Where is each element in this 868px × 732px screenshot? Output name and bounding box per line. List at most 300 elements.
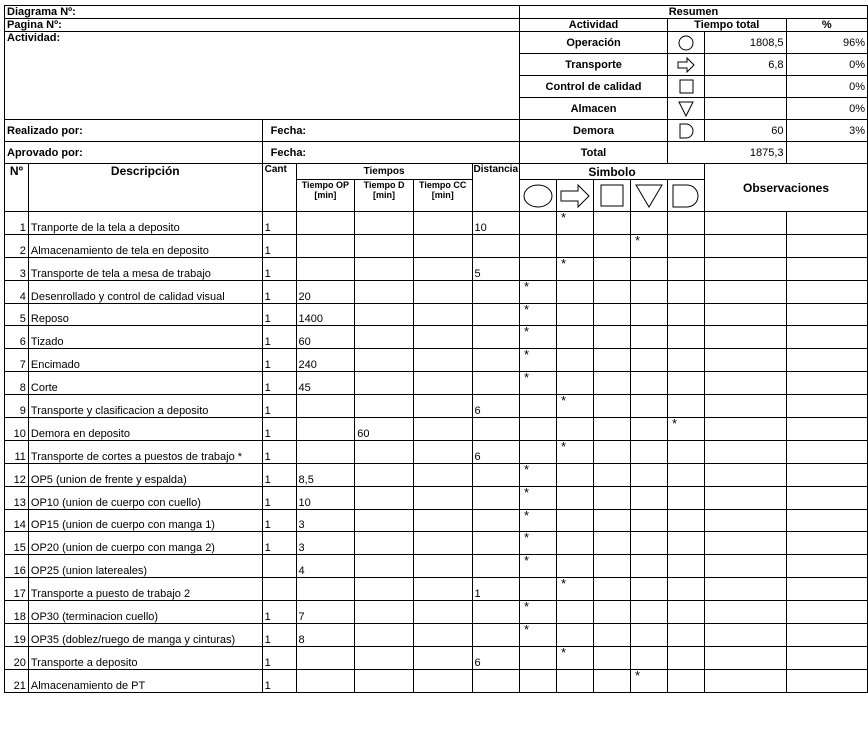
row-symbol-cell — [594, 463, 631, 486]
row-number: 14 — [5, 509, 29, 532]
row-time-op — [296, 440, 355, 463]
row-time-d — [355, 303, 414, 326]
row-observation — [705, 234, 787, 257]
row-distance — [472, 509, 519, 532]
row-time-op: 45 — [296, 372, 355, 395]
row-time-d — [355, 578, 414, 601]
row-quantity: 1 — [262, 212, 296, 235]
row-symbol-cell — [594, 578, 631, 601]
row-symbol-cell — [668, 440, 705, 463]
summary-symbol-cell — [668, 32, 705, 54]
row-time-op: 20 — [296, 280, 355, 303]
table-row — [5, 372, 868, 395]
symbol-marker: * — [561, 577, 567, 592]
col-description: Descripción — [28, 164, 262, 212]
summary-symbol-cell — [668, 54, 705, 76]
triangle-down-icon — [670, 101, 702, 117]
table-row — [5, 555, 868, 578]
row-number: 18 — [5, 601, 29, 624]
row-time-d — [355, 669, 414, 692]
row-time-op — [296, 257, 355, 280]
row-time-cc — [413, 440, 472, 463]
row-time-cc — [413, 601, 472, 624]
row-symbol-cell — [557, 509, 594, 532]
row-number: 15 — [5, 532, 29, 555]
row-symbol-cell — [668, 418, 705, 441]
row-time-d — [355, 646, 414, 669]
table-row — [5, 624, 868, 647]
summary-time-storage — [705, 98, 787, 120]
row-description: Tizado — [28, 326, 262, 349]
table-row — [5, 234, 868, 257]
row-description: Almacenamiento de tela en deposito — [28, 234, 262, 257]
row-symbol-cell — [520, 212, 557, 235]
row-symbol-cell — [668, 486, 705, 509]
symbol-marker: * — [524, 600, 530, 615]
row-number: 19 — [5, 624, 29, 647]
row-time-cc — [413, 418, 472, 441]
row-distance — [472, 418, 519, 441]
row-observation — [705, 669, 787, 692]
row-symbol-cell — [557, 280, 594, 303]
row-time-cc — [413, 624, 472, 647]
row-distance — [472, 372, 519, 395]
row-observation — [705, 212, 787, 235]
row-time-cc — [413, 280, 472, 303]
row-number: 4 — [5, 280, 29, 303]
row-time-op — [296, 669, 355, 692]
col-time-d: Tiempo D [min] — [355, 180, 414, 212]
page-number-label: Pagina Nº: — [5, 19, 520, 32]
row-symbol-cell — [520, 578, 557, 601]
row-number: 13 — [5, 486, 29, 509]
row-distance: 6 — [472, 440, 519, 463]
row-distance — [472, 326, 519, 349]
row-distance — [472, 463, 519, 486]
row-observation — [705, 578, 787, 601]
row-time-d — [355, 349, 414, 372]
row-description: Demora en deposito — [28, 418, 262, 441]
row-time-d — [355, 601, 414, 624]
row-symbol-cell — [520, 440, 557, 463]
row-symbol-cell — [557, 532, 594, 555]
row-description: Transporte a puesto de trabajo 2 — [28, 578, 262, 601]
row-observation — [705, 372, 787, 395]
row-symbol-cell — [594, 280, 631, 303]
row-observation-extra — [786, 440, 867, 463]
row-symbol-cell — [631, 624, 668, 647]
row-distance: 6 — [472, 395, 519, 418]
row-quantity: 1 — [262, 646, 296, 669]
row-symbol-cell — [520, 669, 557, 692]
row-symbol-cell — [668, 234, 705, 257]
row-number: 12 — [5, 463, 29, 486]
row-symbol-cell — [520, 372, 557, 395]
symbol-marker: * — [524, 623, 530, 638]
col-observations: Observaciones — [705, 164, 868, 212]
row-time-d — [355, 555, 414, 578]
row-distance: 5 — [472, 257, 519, 280]
row-description: Tranporte de la tela a deposito — [28, 212, 262, 235]
row-symbol-cell — [631, 418, 668, 441]
row-symbol-cell — [631, 440, 668, 463]
row-symbol-cell — [594, 257, 631, 280]
row-symbol-cell — [594, 440, 631, 463]
row-symbol-cell — [631, 395, 668, 418]
row-symbol-cell — [631, 532, 668, 555]
row-quantity: 1 — [262, 624, 296, 647]
row-quantity: 1 — [262, 532, 296, 555]
row-description: Desenrollado y control de calidad visual — [28, 280, 262, 303]
row-symbol-cell — [631, 326, 668, 349]
row-observation — [705, 395, 787, 418]
summary-title: Resumen — [520, 6, 868, 19]
symbol-marker: * — [635, 669, 641, 683]
symbol-header-storage — [631, 180, 668, 212]
row-distance: 1 — [472, 578, 519, 601]
row-observation-extra — [786, 280, 867, 303]
row-number: 9 — [5, 395, 29, 418]
row-time-cc — [413, 303, 472, 326]
col-number: Nº — [5, 164, 29, 212]
row-symbol-cell — [594, 234, 631, 257]
row-time-d — [355, 486, 414, 509]
summary-symbol-cell — [668, 98, 705, 120]
row-symbol-cell — [594, 418, 631, 441]
row-symbol-cell — [520, 463, 557, 486]
row-symbol-cell — [668, 555, 705, 578]
row-observation-extra — [786, 669, 867, 692]
table-row — [5, 257, 868, 280]
row-quantity: 1 — [262, 395, 296, 418]
symbol-marker: * — [524, 325, 530, 340]
row-symbol-cell — [631, 280, 668, 303]
row-time-op: 240 — [296, 349, 355, 372]
row-time-op: 8 — [296, 624, 355, 647]
table-row — [5, 280, 868, 303]
row-symbol-cell — [594, 349, 631, 372]
table-row — [5, 395, 868, 418]
row-symbol-cell — [668, 326, 705, 349]
row-symbol-cell — [594, 326, 631, 349]
summary-col-percent: % — [786, 19, 867, 32]
row-observation-extra — [786, 555, 867, 578]
table-row — [5, 212, 868, 235]
row-time-d — [355, 280, 414, 303]
row-symbol-cell — [594, 624, 631, 647]
col-time-cc: Tiempo CC [min] — [413, 180, 472, 212]
row-symbol-cell — [594, 669, 631, 692]
row-symbol-cell — [631, 463, 668, 486]
table-row — [5, 601, 868, 624]
row-observation — [705, 257, 787, 280]
row-observation-extra — [786, 463, 867, 486]
row-time-cc — [413, 509, 472, 532]
row-observation — [705, 349, 787, 372]
row-distance — [472, 349, 519, 372]
row-symbol-cell — [668, 601, 705, 624]
row-observation — [705, 326, 787, 349]
table-row — [5, 349, 868, 372]
row-quantity: 1 — [262, 418, 296, 441]
row-symbol-cell — [668, 509, 705, 532]
row-description: OP25 (union latereales) — [28, 555, 262, 578]
summary-percent-quality: 0% — [786, 76, 867, 98]
row-symbol-cell — [557, 372, 594, 395]
row-symbol-cell — [520, 349, 557, 372]
row-time-d — [355, 532, 414, 555]
row-symbol-cell — [557, 418, 594, 441]
symbol-marker: * — [561, 646, 567, 660]
summary-percent-storage: 0% — [786, 98, 867, 120]
triangle-down-icon — [633, 184, 665, 208]
summary-activity-delay: Demora — [520, 120, 668, 142]
row-observation-extra — [786, 395, 867, 418]
col-symbol: Simbolo — [520, 164, 705, 180]
diagram-number-label: Diagrama Nº: — [5, 6, 520, 19]
symbol-marker: * — [561, 440, 567, 454]
row-time-d — [355, 463, 414, 486]
row-time-cc — [413, 349, 472, 372]
row-quantity: 1 — [262, 509, 296, 532]
row-symbol-cell — [668, 349, 705, 372]
row-symbol-cell — [557, 555, 594, 578]
row-description: Transporte de tela a mesa de trabajo — [28, 257, 262, 280]
row-symbol-cell — [594, 555, 631, 578]
row-number: 11 — [5, 440, 29, 463]
row-description: OP35 (doblez/ruego de manga y cinturas) — [28, 624, 262, 647]
row-number: 7 — [5, 349, 29, 372]
summary-percent-delay: 3% — [786, 120, 867, 142]
row-symbol-cell — [631, 601, 668, 624]
table-row — [5, 509, 868, 532]
row-symbol-cell — [557, 440, 594, 463]
row-symbol-cell — [557, 601, 594, 624]
row-symbol-cell — [557, 646, 594, 669]
row-quantity: 1 — [262, 257, 296, 280]
row-symbol-cell — [631, 372, 668, 395]
row-quantity: 1 — [262, 280, 296, 303]
symbol-marker: * — [524, 486, 530, 500]
delay-d-icon — [670, 184, 702, 208]
row-symbol-cell — [668, 372, 705, 395]
row-quantity — [262, 578, 296, 601]
row-symbol-cell — [594, 532, 631, 555]
row-quantity: 1 — [262, 326, 296, 349]
row-number: 10 — [5, 418, 29, 441]
row-time-d — [355, 624, 414, 647]
symbol-marker: * — [561, 257, 567, 271]
row-symbol-cell — [668, 463, 705, 486]
summary-col-total-time: Tiempo total — [668, 19, 787, 32]
summary-activity-transport: Transporte — [520, 54, 668, 76]
row-time-cc — [413, 395, 472, 418]
symbol-marker: * — [672, 417, 678, 432]
row-symbol-cell — [631, 555, 668, 578]
row-symbol-cell — [557, 578, 594, 601]
done-by-label: Realizado por: — [5, 120, 263, 142]
row-distance: 6 — [472, 646, 519, 669]
row-distance — [472, 486, 519, 509]
row-quantity: 1 — [262, 303, 296, 326]
row-observation-extra — [786, 532, 867, 555]
row-symbol-cell — [594, 646, 631, 669]
row-symbol-cell — [594, 212, 631, 235]
row-time-op: 1400 — [296, 303, 355, 326]
summary-total-percent — [786, 142, 867, 164]
row-symbol-cell — [594, 509, 631, 532]
row-description: OP5 (union de frente y espalda) — [28, 463, 262, 486]
row-symbol-cell — [631, 669, 668, 692]
row-symbol-cell — [631, 349, 668, 372]
col-distance: Distancia — [472, 164, 519, 212]
row-time-op: 4 — [296, 555, 355, 578]
row-number: 21 — [5, 669, 29, 692]
row-observation — [705, 532, 787, 555]
row-symbol-cell — [594, 395, 631, 418]
row-time-d: 60 — [355, 418, 414, 441]
symbol-header-operation — [520, 180, 557, 212]
table-row — [5, 418, 868, 441]
table-row — [5, 486, 868, 509]
summary-time-operation: 1808,5 — [705, 32, 787, 54]
row-symbol-cell — [520, 418, 557, 441]
row-observation — [705, 486, 787, 509]
row-symbol-cell — [520, 326, 557, 349]
row-symbol-cell — [520, 486, 557, 509]
row-symbol-cell — [557, 486, 594, 509]
row-distance — [472, 234, 519, 257]
row-observation — [705, 624, 787, 647]
row-observation — [705, 555, 787, 578]
row-observation — [705, 601, 787, 624]
row-distance — [472, 532, 519, 555]
table-row — [5, 578, 868, 601]
row-symbol-cell — [668, 280, 705, 303]
row-distance — [472, 669, 519, 692]
symbol-marker: * — [524, 303, 530, 317]
table-row — [5, 646, 868, 669]
table-row — [5, 532, 868, 555]
row-time-d — [355, 440, 414, 463]
row-symbol-cell — [520, 257, 557, 280]
row-time-d — [355, 212, 414, 235]
process-chart-table — [4, 5, 868, 693]
row-symbol-cell — [594, 303, 631, 326]
row-time-cc — [413, 326, 472, 349]
symbol-header-delay — [668, 180, 705, 212]
row-symbol-cell — [594, 601, 631, 624]
row-distance — [472, 601, 519, 624]
row-symbol-cell — [557, 303, 594, 326]
row-symbol-cell — [668, 303, 705, 326]
row-symbol-cell — [668, 395, 705, 418]
row-symbol-cell — [520, 509, 557, 532]
row-distance: 10 — [472, 212, 519, 235]
row-symbol-cell — [520, 601, 557, 624]
summary-activity-operation: Operación — [520, 32, 668, 54]
row-description: OP20 (union de cuerpo con manga 2) — [28, 532, 262, 555]
row-symbol-cell — [668, 578, 705, 601]
row-observation-extra — [786, 349, 867, 372]
row-symbol-cell — [520, 532, 557, 555]
row-time-op: 3 — [296, 509, 355, 532]
row-distance — [472, 280, 519, 303]
row-observation-extra — [786, 372, 867, 395]
row-symbol-cell — [557, 212, 594, 235]
row-time-op: 60 — [296, 326, 355, 349]
row-symbol-cell — [520, 303, 557, 326]
row-quantity: 1 — [262, 234, 296, 257]
row-quantity: 1 — [262, 440, 296, 463]
row-symbol-cell — [668, 532, 705, 555]
approved-date-label: Fecha: — [262, 142, 519, 164]
row-symbol-cell — [557, 257, 594, 280]
row-symbol-cell — [668, 212, 705, 235]
row-time-op — [296, 234, 355, 257]
row-time-op: 10 — [296, 486, 355, 509]
row-description: OP30 (terminacion cuello) — [28, 601, 262, 624]
row-observation-extra — [786, 578, 867, 601]
square-icon — [670, 79, 702, 95]
row-symbol-cell — [520, 624, 557, 647]
table-row — [5, 326, 868, 349]
row-observation — [705, 418, 787, 441]
row-time-op — [296, 212, 355, 235]
row-observation-extra — [786, 257, 867, 280]
row-quantity: 1 — [262, 349, 296, 372]
row-time-d — [355, 395, 414, 418]
row-symbol-cell — [668, 646, 705, 669]
row-number: 5 — [5, 303, 29, 326]
summary-total-time: 1875,3 — [705, 142, 787, 164]
row-number: 20 — [5, 646, 29, 669]
summary-symbol-cell — [668, 120, 705, 142]
row-symbol-cell — [631, 303, 668, 326]
approved-by-label: Aprovado por: — [5, 142, 263, 164]
symbol-marker: * — [561, 394, 567, 409]
row-symbol-cell — [520, 234, 557, 257]
done-date-label: Fecha: — [262, 120, 519, 142]
row-observation-extra — [786, 601, 867, 624]
table-row — [5, 669, 868, 692]
row-symbol-cell — [631, 234, 668, 257]
row-description: Almacenamiento de PT — [28, 669, 262, 692]
row-time-op — [296, 418, 355, 441]
row-symbol-cell — [631, 578, 668, 601]
row-symbol-cell — [557, 624, 594, 647]
row-symbol-cell — [668, 624, 705, 647]
row-symbol-cell — [520, 280, 557, 303]
square-icon — [596, 184, 628, 208]
row-time-cc — [413, 578, 472, 601]
row-time-cc — [413, 463, 472, 486]
row-symbol-cell — [631, 646, 668, 669]
row-symbol-cell — [668, 669, 705, 692]
row-symbol-cell — [557, 349, 594, 372]
row-number: 17 — [5, 578, 29, 601]
summary-symbol-cell — [668, 76, 705, 98]
row-symbol-cell — [631, 257, 668, 280]
row-quantity: 1 — [262, 463, 296, 486]
row-symbol-cell — [594, 486, 631, 509]
row-symbol-cell — [594, 372, 631, 395]
row-number: 2 — [5, 234, 29, 257]
row-observation — [705, 280, 787, 303]
row-description: Transporte de cortes a puestos de trabajo * — [28, 440, 262, 463]
symbol-marker: * — [635, 234, 641, 248]
symbol-marker: * — [524, 463, 530, 477]
